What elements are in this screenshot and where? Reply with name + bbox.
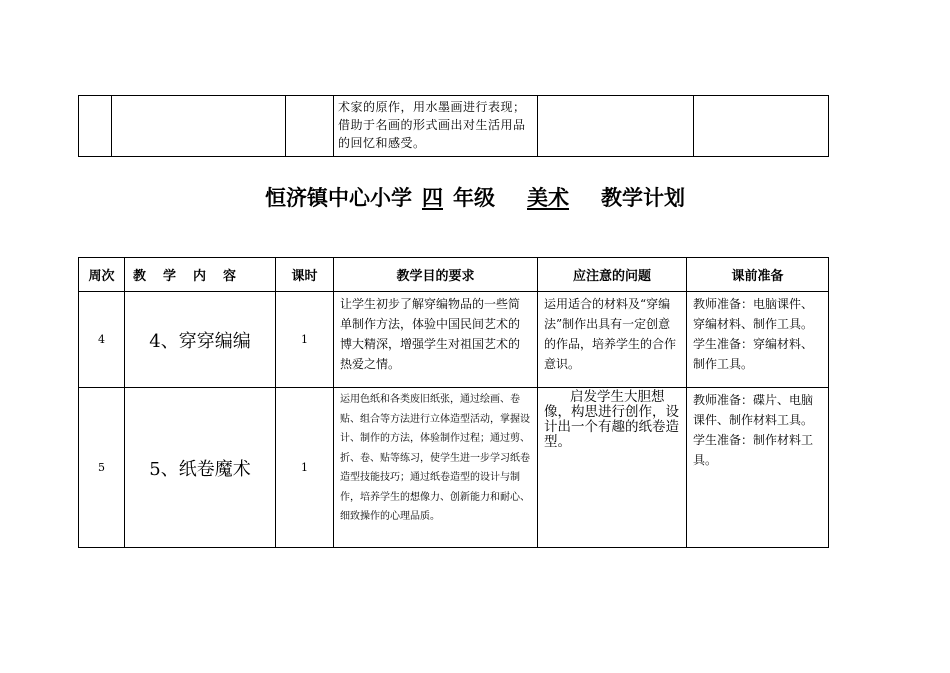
prep-text: 教师准备：电脑课件、穿编材料、制作工具。学生准备：穿编材料、制作工具。 [693,297,814,371]
prep-text: 教师准备：碟片、电脑课件、制作材料工具。学生准备：制作材料工具。 [693,393,814,467]
week-cell: 5 [79,388,125,548]
school-name: 恒济镇中心小学 [265,186,412,210]
content-cell [112,96,286,157]
notes-body: 启发学生大胆想像，构思进行创作，设计出一个有趣的纸卷造型。 [544,389,679,450]
content-cell: 5、纸卷魔术 [125,388,276,548]
prep-cell [687,388,829,548]
goal-text: 运用色纸和各类废旧纸张，通过绘画、卷贴、组合等方法进行立体造型活动，掌握设计、制作的方法，体验制作过程；通过剪、折、卷、贴等练习，使学生进一步学习纸卷造型技能技巧；通过纸卷造型的设计与制作，培养学生的想像力、创新能力和耐心、细致操作的心理品质。 [340,394,530,522]
goal-cell [334,96,538,157]
header-goal: 教学目的要求 [334,258,538,292]
table-row [79,388,829,548]
header-row [79,258,829,292]
grade-value: 四 [422,186,443,210]
page-title [0,182,950,212]
teaching-plan-table [78,257,829,548]
hours-cell: 1 [276,388,334,548]
goal-text: 让学生初步了解穿编物品的一些简单制作方法，体验中国民间艺术的博大精深，增强学生对祖国艺术的热爱之情。 [340,297,521,371]
notes-text [538,388,686,452]
notes-cell [538,96,694,157]
week-cell: 4 [79,292,125,388]
grade-label: 年级 [453,186,495,210]
header-hours: 课时 [276,258,334,292]
table-row [79,292,829,388]
goal-cell [334,292,538,388]
hours-cell [286,96,334,157]
goal-text: 术家的原作，用水墨画进行表现；借助于名画的形式画出对生活用品的回忆和感受。 [338,100,526,150]
notes-cell [538,292,687,388]
notes-cell [538,388,687,548]
header-prep: 课前准备 [687,258,829,292]
content-cell: 4、穿穿编编 [125,292,276,388]
prep-cell [694,96,829,157]
header-week: 周次 [79,258,125,292]
hours-cell: 1 [276,292,334,388]
indent [544,389,570,405]
header-content: 教 学 内 容 [125,258,276,292]
plan-label: 教学计划 [601,186,685,210]
continuation-table [78,95,829,157]
header-notes: 应注意的问题 [538,258,687,292]
week-cell [79,96,112,157]
subject-value: 美术 [527,186,569,210]
table-row [79,96,829,157]
notes-text: 运用适合的材料及“穿编法”制作出具有一定创意的作品，培养学生的合作意识。 [544,297,677,371]
prep-cell [687,292,829,388]
goal-cell [334,388,538,548]
